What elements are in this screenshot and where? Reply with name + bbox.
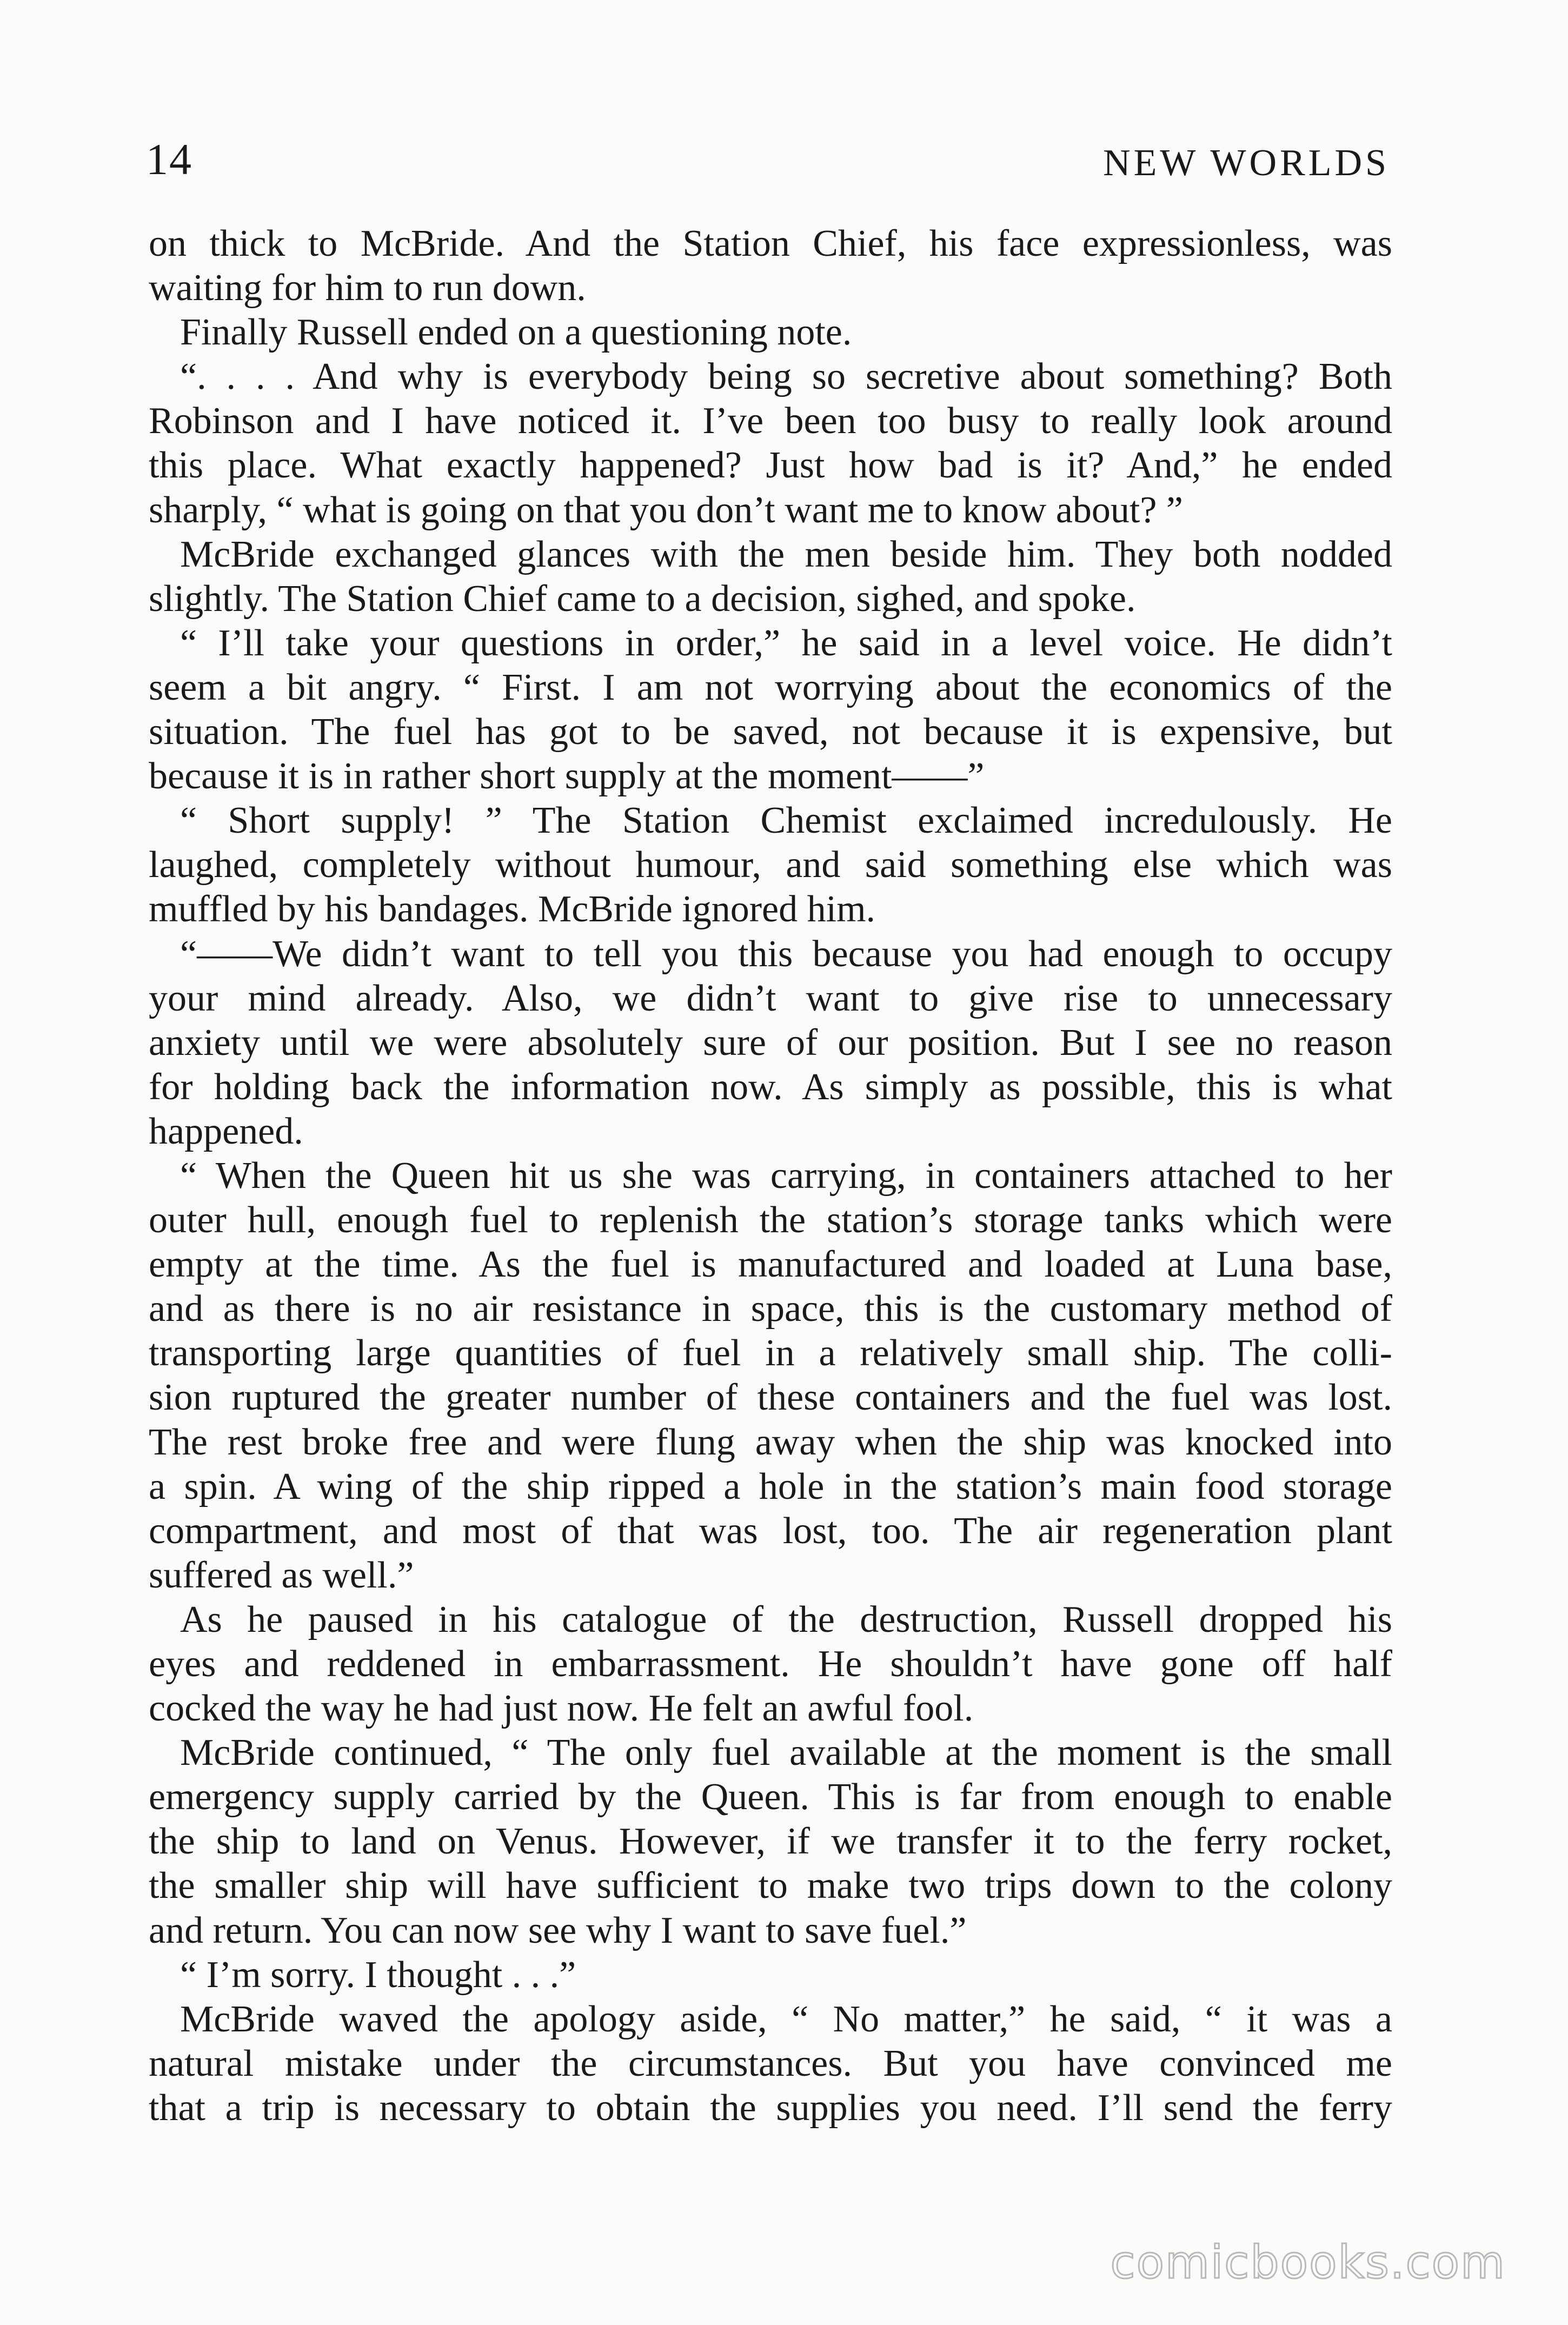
text-line: suffered as well.” xyxy=(149,1554,414,1596)
text-line: and as there is no air resistance in space, this is the customary method of xyxy=(149,1288,1392,1330)
text-line: Robinson and I have noticed it. I’ve been too busy to really look around xyxy=(149,400,1392,442)
text-line: empty at the time. As the fuel is manufactured and loaded at Luna base, xyxy=(149,1244,1392,1286)
text-line: slightly. The Station Chief came to a decision, sighed, and spoke. xyxy=(149,577,1136,620)
text-line: that a trip is necessary to obtain the supplies you need. I’ll send the ferry xyxy=(149,2087,1392,2129)
text-line: your mind already. Also, we didn’t want to give rise to unnecessary xyxy=(149,977,1392,1019)
text-line: “——We didn’t want to tell you this because you had enough to occupy xyxy=(180,933,1392,975)
text-line: As he paused in his catalogue of the destruction, Russell dropped his xyxy=(180,1598,1392,1640)
body-text xyxy=(149,222,1392,2130)
watermark: comicbooks.com xyxy=(1110,2236,1506,2289)
text-line: muffled by his bandages. McBride ignored him. xyxy=(149,888,876,931)
text-line: “ When the Queen hit us she was carrying, in containers attached to her xyxy=(180,1154,1392,1197)
text-line: happened. xyxy=(149,1110,303,1152)
text-line: emergency supply carried by the Queen. This is far from enough to enable xyxy=(149,1776,1392,1818)
text-line: a spin. A wing of the ship ripped a hole in the station’s main food storage xyxy=(149,1465,1392,1507)
text-line: Finally Russell ended on a questioning note. xyxy=(180,311,852,354)
page-number: 14 xyxy=(146,135,192,184)
text-line: McBride continued, “ The only fuel available at the moment is the small xyxy=(180,1732,1392,1774)
text-line: seem a bit angry. “ First. I am not worrying about the economics of the xyxy=(149,666,1392,708)
text-line: outer hull, enough fuel to replenish the station’s storage tanks which were xyxy=(149,1199,1392,1241)
text-line: McBride waved the apology aside, “ No matter,” he said, “ it was a xyxy=(180,1998,1392,2040)
text-line: compartment, and most of that was lost, too. The air regeneration plant xyxy=(149,1510,1392,1552)
text-line: the smaller ship will have sufficient to make two trips down to the colony xyxy=(149,1865,1392,1907)
text-line: “ Short supply! ” The Station Chemist exclaimed incredulously. He xyxy=(180,800,1392,842)
text-line: “ I’ll take your questions in order,” he said in a level voice. He didn’t xyxy=(180,622,1392,664)
text-line: because it is in rather short supply at the moment——” xyxy=(149,755,985,798)
running-head: NEW WORLDS xyxy=(1103,142,1390,184)
text-line: anxiety until we were absolutely sure of our position. But I see no reason xyxy=(149,1021,1392,1064)
text-line: McBride exchanged glances with the men beside him. They both nodded xyxy=(180,533,1392,575)
text-line: for holding back the information now. As simply as possible, this is what xyxy=(149,1066,1392,1108)
text-line: the ship to land on Venus. However, if we transfer it to the ferry rocket, xyxy=(149,1821,1392,1863)
text-line: transporting large quantities of fuel in a relatively small ship. The colli- xyxy=(149,1332,1392,1374)
text-line: waiting for him to run down. xyxy=(149,267,586,309)
text-line: The rest broke free and were flung away when the ship was knocked into xyxy=(149,1421,1392,1463)
text-line: laughed, completely without humour, and said something else which was xyxy=(149,844,1392,886)
text-line: cocked the way he had just now. He felt an awful fool. xyxy=(149,1688,974,1730)
page-header xyxy=(146,125,1390,185)
text-line: “. . . . And why is everybody being so secretive about something? Both xyxy=(180,356,1392,398)
text-line: sion ruptured the greater number of these containers and the fuel was lost. xyxy=(149,1377,1392,1419)
text-line: natural mistake under the circumstances. But you have convinced me xyxy=(149,2042,1392,2084)
text-line: this place. What exactly happened? Just how bad is it? And,” he ended xyxy=(149,444,1392,487)
text-line: and return. You can now see why I want to save fuel.” xyxy=(149,1909,967,1951)
text-line: eyes and reddened in embarrassment. He shouldn’t have gone off half xyxy=(149,1643,1392,1685)
text-line: situation. The fuel has got to be saved, not because it is expensive, but xyxy=(149,711,1392,753)
text-line: “ I’m sorry. I thought . . .” xyxy=(180,1954,576,1996)
text-line: sharply, “ what is going on that you don’t want me to know about? ” xyxy=(149,489,1184,531)
text-line: on thick to McBride. And the Station Chief, his face expressionless, was xyxy=(149,223,1392,264)
